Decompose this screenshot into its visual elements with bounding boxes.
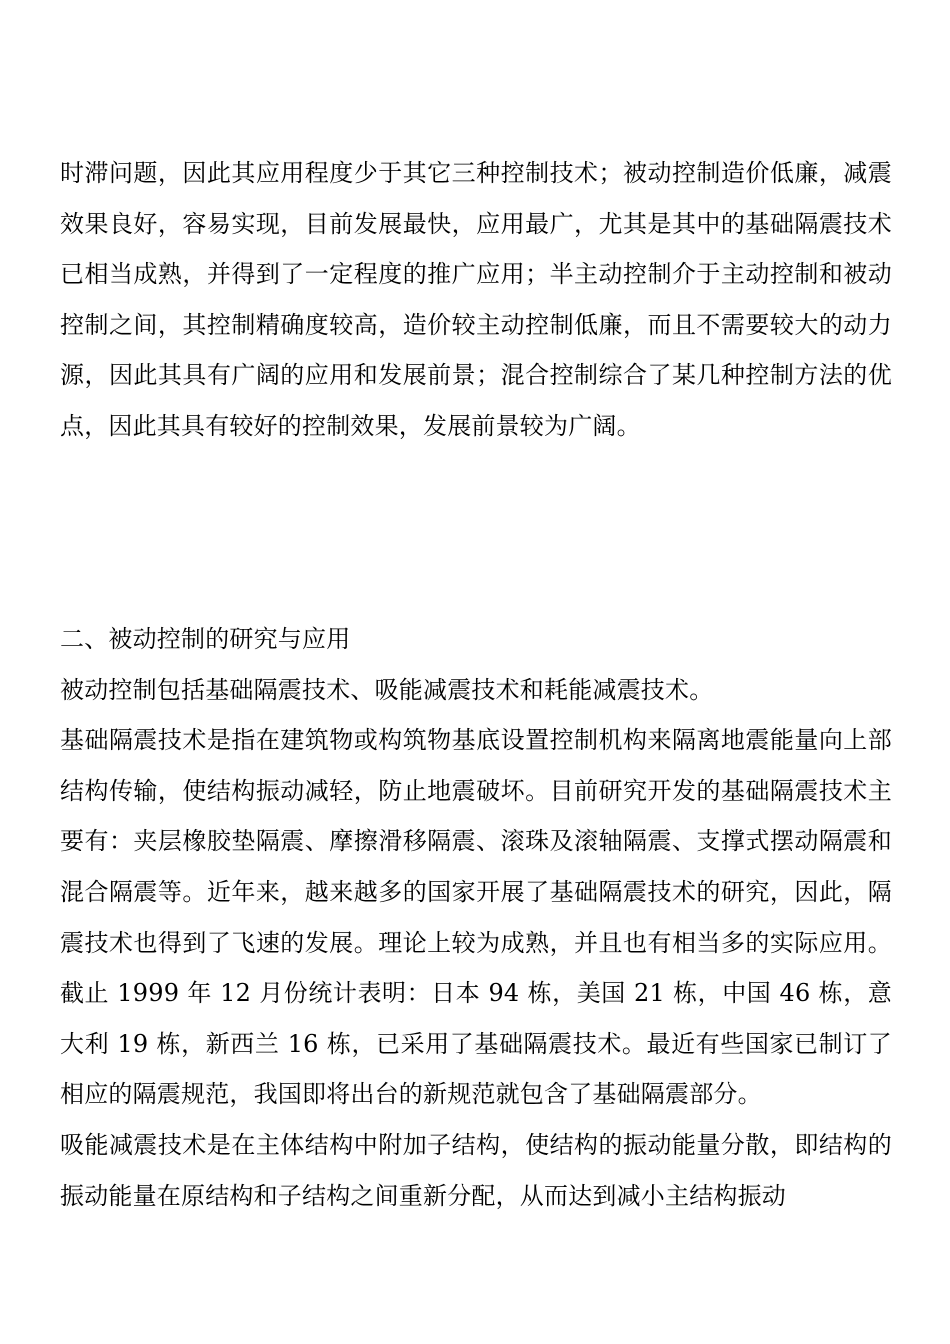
- section-heading: 二、被动控制的研究与应用: [60, 625, 351, 653]
- continued-paragraph-block: [60, 148, 892, 452]
- paragraph-passive-control-overview: 被动控制包括基础隔震技术、吸能减震技术和耗能减震技术。: [60, 675, 714, 704]
- paragraph-base-isolation: 基础隔震技术是指在建筑物或构筑物基底设置控制机构来隔离地震能量向上部结构传输，使结构振动减轻，防止地震破坏。目前研究开发的基础隔震技术主要有：夹层橡胶垫隔震、摩擦滑移隔震、滚珠及滚轴隔震、支撑式摆动隔震和混合隔震等。近年来，越来越多的国家开展了基础隔震技术的研究，因此，隔震技术也得到了飞速的发展。理论上较为成熟，并且也有相当多的实际应用。截止 1999 年 12 月份统计表明：日本 94 栋，美国 21 栋，中国 46 栋，意大利 19 栋，新西兰 16 栋，已采用了基础隔震技术。最近有些国家已制订了相应的隔震规范，我国即将出台的新规范就包含了基础隔震部分。: [60, 726, 892, 1109]
- paragraph-energy-absorption: 吸能减震技术是在主体结构中附加子结构，使结构的振动能量分散，即结构的振动能量在原结构和子结构之间重新分配，从而达到减小主结构振动: [60, 1130, 892, 1210]
- continued-paragraph: 时滞问题，因此其应用程度少于其它三种控制技术；被动控制造价低廉，减震效果良好，容易实现，目前发展最快，应用最广，尤其是其中的基础隔震技术已相当成熟，并得到了一定程度的推广应用；半主动控制介于主动控制和被动控制之间，其控制精确度较高，造价较主动控制低廉，而且不需要较大的动力源，因此其具有广阔的应用和发展前景；混合控制综合了某几种控制方法的优点，因此其具有较好的控制效果，发展前景较为广阔。: [60, 159, 892, 440]
- passive-control-section: [60, 614, 892, 1221]
